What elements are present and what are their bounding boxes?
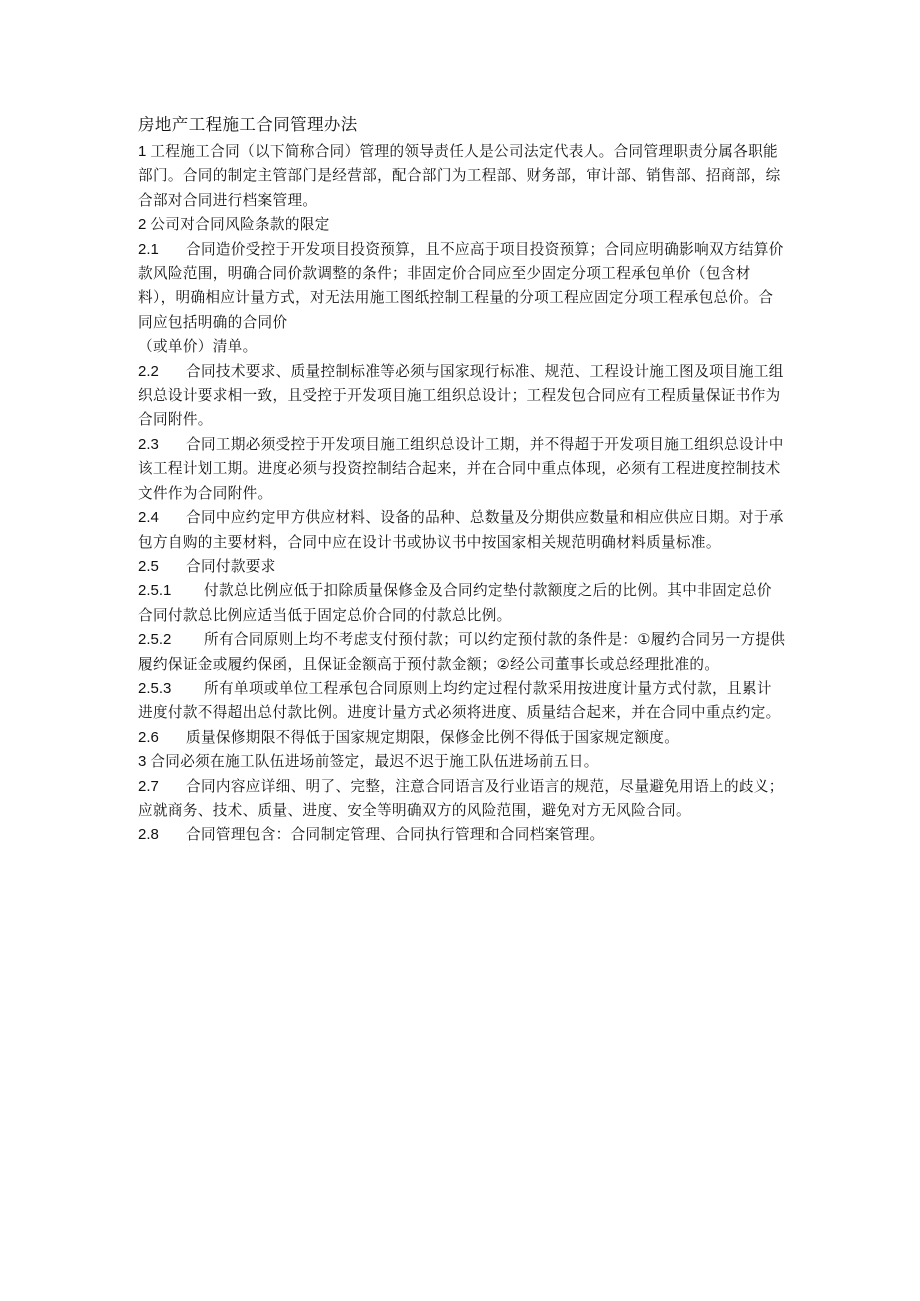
paragraph-text: 付款总比例应低于扣除质量保修金及合同约定垫付款额度之后的比例。其中非固定总价合同付款总比例应适当低于固定总价合同的付款总比例。	[138, 582, 772, 624]
section-number: 2.1	[138, 240, 159, 258]
paragraph-text: 合同内容应详细、明了、完整，注意合同语言及行业语言的规范，尽量避免用语上的歧义；应就商务、技术、质量、进度、安全等明确双方的风险范围，避免对方无风险合同。	[138, 777, 784, 819]
section-number: 2.7	[138, 777, 159, 795]
section-number: 2.5.1	[138, 582, 172, 600]
paragraph-text: 质量保修期限不得低于国家规定期限，保修金比例不得低于国家规定额度。	[186, 728, 680, 746]
paragraph-2-3	[138, 433, 786, 506]
section-number: 2.2	[138, 362, 159, 380]
paragraph-2-5-3	[138, 677, 786, 726]
section-number: 2.5	[138, 557, 159, 575]
paragraph-2-5-1	[138, 579, 786, 628]
paragraph-2	[138, 213, 786, 237]
paragraph-3	[138, 750, 786, 774]
section-number: 2.6	[138, 728, 159, 746]
paragraph-text: 所有合同原则上均不考虑支付预付款；可以约定预付款的条件是：①履约合同另一方提供履约保证金或履约保函，且保证金额高于预付款金额；②经公司董事长或总经理批准的。	[138, 631, 786, 673]
section-number: 1	[138, 143, 147, 160]
section-number: 2	[138, 216, 147, 234]
section-number: 3	[138, 753, 147, 771]
paragraph-text: 合同技术要求、质量控制标准等必须与国家现行标准、规范、工程设计施工图及项目施工组织总设计要求相一致，且受控于开发项目施工组织总设计；工程发包合同应有工程质量保证书作为合同附件。	[138, 362, 784, 429]
paragraph-2-8	[138, 823, 786, 847]
section-number: 2.5.2	[138, 631, 172, 649]
paragraph-2-1	[138, 238, 786, 336]
paragraph-text: 工程施工合同（以下简称合同）管理的领导责任人是公司法定代表人。合同管理职责分属各职能部门。合同的制定主管部门是经营部，配合部门为工程部、财务部，审计部、销售部、招商部，综合部对合同进行档案管理。	[138, 143, 781, 209]
paragraph-text: 合同中应约定甲方供应材料、设备的品种、总数量及分期供应数量和相应供应日期。对于承包方自购的主要材料，合同中应在设计书或协议书中按国家相关规范明确材料质量标准。	[138, 509, 784, 551]
paragraph-text: 合同管理包含：合同制定管理、合同执行管理和合同档案管理。	[186, 826, 605, 844]
paragraph-2-6	[138, 726, 786, 750]
paragraph-2-1-continued	[138, 335, 786, 359]
paragraph-1	[138, 140, 786, 213]
paragraph-2-2	[138, 360, 786, 433]
document-page	[138, 112, 786, 848]
paragraph-text: 所有单项或单位工程承包合同原则上均约定过程付款采用按进度计量方式付款，且累计进度付款不得超出总付款比例。进度计量方式必须将进度、质量结合起来，并在合同中重点约定。	[138, 679, 781, 722]
paragraph-2-5	[138, 555, 786, 579]
section-number: 2.3	[138, 435, 159, 453]
section-number: 2.8	[138, 826, 159, 844]
section-number: 2.5.3	[138, 679, 172, 697]
paragraph-text: 合同工期必须受控于开发项目施工组织总设计工期，并不得超于开发项目施工组织总设计中该工程计划工期。进度必须与投资控制结合起来，并在合同中重点体现，必须有工程进度控制技术文件作为合同附件。	[138, 435, 784, 502]
paragraph-2-5-2	[138, 628, 786, 677]
document-title: 房地产工程施工合同管理办法	[138, 115, 358, 134]
paragraph-text: 公司对合同风险条款的限定	[150, 216, 330, 234]
paragraph-text: 合同造价受控于开发项目投资预算，且不应高于项目投资预算；合同应明确影响双方结算价款风险范围，明确合同价款调整的条件；非固定价合同应至少固定分项工程承包单价（包含材料），明确相应计量方式，对无法用施工图纸控制工程量的分项工程应固定分项工程承包总价。合同应包括明确的合同价	[138, 240, 784, 331]
paragraph-2-7	[138, 775, 786, 824]
paragraph-2-4	[138, 506, 786, 555]
paragraph-text: （或单价）清单。	[138, 338, 258, 356]
paragraph-text: 合同必须在施工队伍进场前签定，最迟不迟于施工队伍进场前五日。	[150, 753, 599, 771]
paragraph-text: 合同付款要求	[186, 557, 276, 575]
section-number: 2.4	[138, 509, 159, 527]
